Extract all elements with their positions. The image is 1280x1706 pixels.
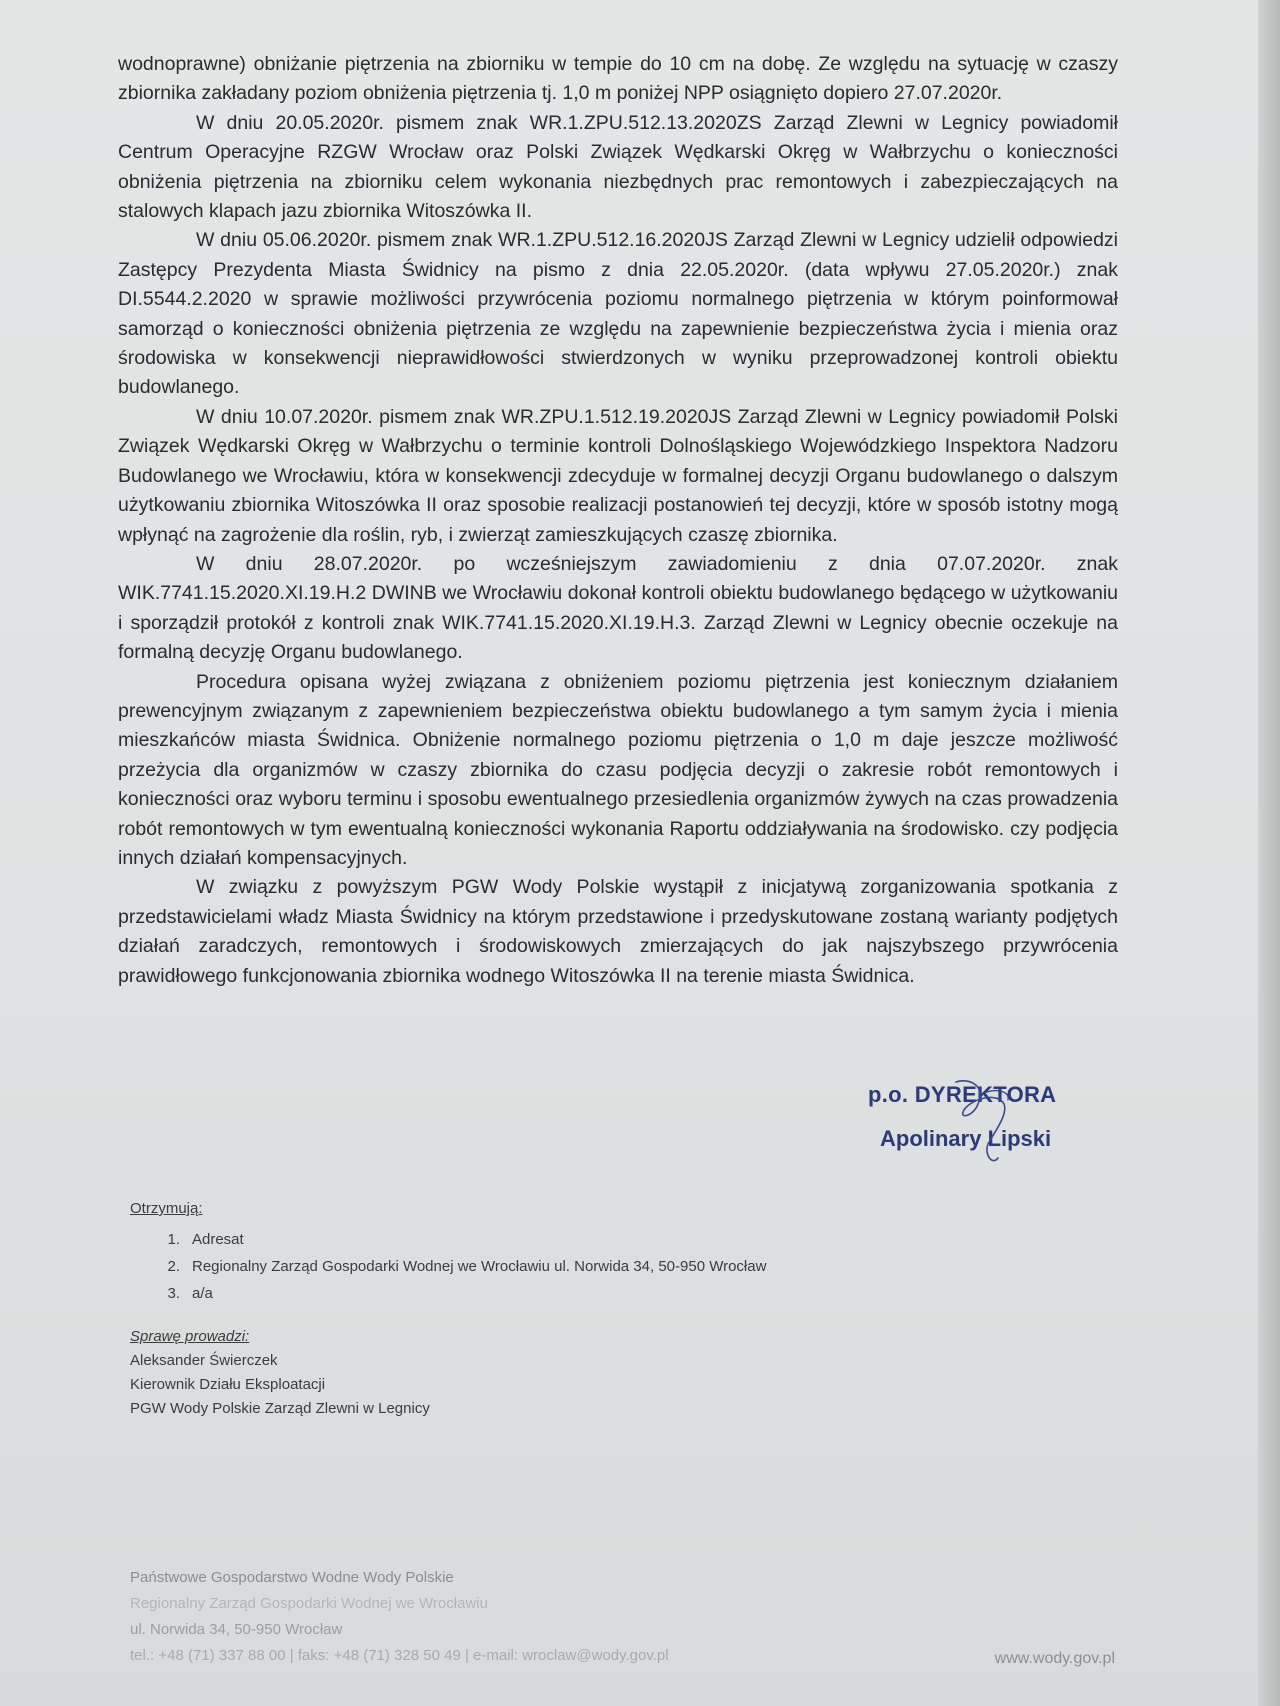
handwritten-signature — [938, 1074, 1058, 1174]
case-handler-name: Aleksander Świerczek — [130, 1352, 278, 1369]
paragraph-2020-07-10: W dniu 10.07.2020r. pismem znak WR.ZPU.1.512.19.2020JS Zarząd Zlewni w Legnicy powiadomił Polski Związek Wędkarski Okręg w Wałbrzychu o terminie kontroli Dolnośląskiego Wojewódzkiego Inspektora Nadzoru Budowlanego we Wrocławiu, która w konsekwencji zdecyduje w formalnej decyzji Organu budowlanego o dalszym użytkowaniu zbiornika Witoszówka II oraz sposobie realizacji postanowień tej decyzji, które w sposób istotny mogą wpłynąć na zagrożenie dla roślin, ryb, i zwierząt zamieszkujących czaszę zbiornika. — [118, 405, 1118, 546]
footer-regional-office: Regionalny Zarząd Gospodarki Wodnej we Wrocławiu — [130, 1595, 488, 1612]
paragraph-continuation: wodnoprawne) obniżanie piętrzenia na zbiorniku w tempie do 10 cm na dobę. Ze względu na sytuację w czaszy zbiornika zakładany poziom obniżenia piętrzenia tj. 1,0 m poniżej NPP osiągnięto dopiero 27.07.2020r. — [118, 53, 1118, 105]
recipients-block — [130, 1200, 930, 1312]
footer-organization: Państwowe Gospodarstwo Wodne Wody Polskie — [130, 1569, 454, 1586]
case-handler-position: Kierownik Działu Eksploatacji — [130, 1376, 326, 1393]
paragraph-meeting-initiative: W związku z powyższym PGW Wody Polskie wystąpił z inicjatywą zorganizowania spotkania z przedstawicielami władz Miasta Świdnicy na którym przedstawione i przedyskutowane zostaną warianty podjętych działań zaradczych, remontowych i środowiskowych zmierzających do jak najszybszego przywrócenia prawidłowego funkcjonowania zbiornika wodnego Witoszówka II na terenie miasta Świdnica. — [118, 876, 1118, 987]
recipient-number: 3. — [167, 1285, 180, 1302]
signature-name: Apolinary Lipski — [880, 1126, 1052, 1151]
signature-stamp — [868, 1082, 1088, 1192]
paragraph-2020-05-20: W dniu 20.05.2020r. pismem znak WR.1.ZPU.512.13.2020ZS Zarząd Zlewni w Legnicy powiadomił Centrum Operacyjne RZGW Wrocław oraz Polski Związek Wędkarski Okręg w Wałbrzychu o konieczności obniżenia piętrzenia na zbiorniku celem wykonania niezbędnych prac remontowych i zabezpieczających na stalowych klapach jazu zbiornika Witoszówka II. — [118, 111, 1118, 223]
paragraph-2020-06-05: W dniu 05.06.2020r. pismem znak WR.1.ZPU.512.16.2020JS Zarząd Zlewni w Legnicy udzielił odpowiedzi Zastępcy Prezydenta Miasta Świdnicy na pismo z dnia 22.05.2020r. (data wpływu 27.05.2020r.) znak DI.5544.2.2020 w sprawie możliwości przywrócenia poziomu normalnego piętrzenia w którym poinformował samorząd o konieczności obniżenia piętrzenia ze względu na zapewnienie bezpieczeństwa życia i mienia oraz środowiska w konsekwencji nieprawidłowości stwierdzonych w wyniku przeprowadzonej kontroli obiektu budowlanego. — [118, 229, 1118, 399]
paragraph-procedure: Procedura opisana wyżej związana z obniżeniem poziomu piętrzenia jest koniecznym działaniem prewencyjnym związanym z zapewnieniem bezpieczeństwa obiektu budowlanego a tym samym życia i mienia mieszkańców miasta Świdnica. Obniżenie normalnego poziomu piętrzenia o 1,0 m daje jeszcze możliwość przeżycia dla organizmów w czaszy zbiornika do czasu podjęcia decyzji o zakresie robót remontowych i konieczności oraz wyboru terminu i sposobu ewentualnego przesiedlenia organizmów żywych na czas prowadzenia robót remontowych w tym ewentualną konieczności wykonania Raportu oddziaływania na środowisko. czy podjęcia innych działań kompensacyjnych. — [118, 670, 1118, 869]
letter-body — [118, 50, 1118, 991]
case-handler-block — [130, 1325, 730, 1421]
recipient-item — [130, 1258, 930, 1276]
footer-website: www.wody.gov.pl — [994, 1650, 1115, 1667]
recipient-text: a/a — [192, 1285, 213, 1302]
recipient-item — [130, 1231, 930, 1249]
signature-title: p.o. DYREKTORA — [868, 1082, 1057, 1107]
paragraph-2020-07-28: W dniu 28.07.2020r. po wcześniejszym zawiadomieniu z dnia 07.07.2020r. znak WIK.7741.15.2020.XI.19.H.2 DWINB we Wrocławiu dokonał kontroli obiektu budowlanego będącego w użytkowaniu i sporządził protokół z kontroli znak WIK.7741.15.2020.XI.19.H.3. Zarząd Zlewni w Legnicy obecnie oczekuje na formalną decyzję Organu budowlanego. — [118, 552, 1118, 664]
footer-contact: tel.: +48 (71) 337 88 00 | faks: +48 (71) 328 50 49 | e-mail: wroclaw@wody.gov.pl — [130, 1647, 669, 1664]
recipient-item — [130, 1285, 930, 1303]
recipient-number: 1. — [167, 1231, 180, 1248]
recipient-number: 2. — [167, 1258, 180, 1275]
recipient-text: Adresat — [192, 1231, 244, 1248]
recipients-heading: Otrzymują: — [130, 1200, 203, 1217]
case-handler-organization: PGW Wody Polskie Zarząd Zlewni w Legnicy — [130, 1400, 430, 1417]
page-edge-shadow — [1258, 0, 1280, 1706]
case-handler-heading: Sprawę prowadzi: — [130, 1328, 250, 1345]
recipient-text: Regionalny Zarząd Gospodarki Wodnej we Wrocławiu ul. Norwida 34, 50-950 Wrocław — [192, 1258, 767, 1275]
footer-address: ul. Norwida 34, 50-950 Wrocław — [130, 1621, 343, 1638]
recipients-list — [130, 1231, 930, 1303]
